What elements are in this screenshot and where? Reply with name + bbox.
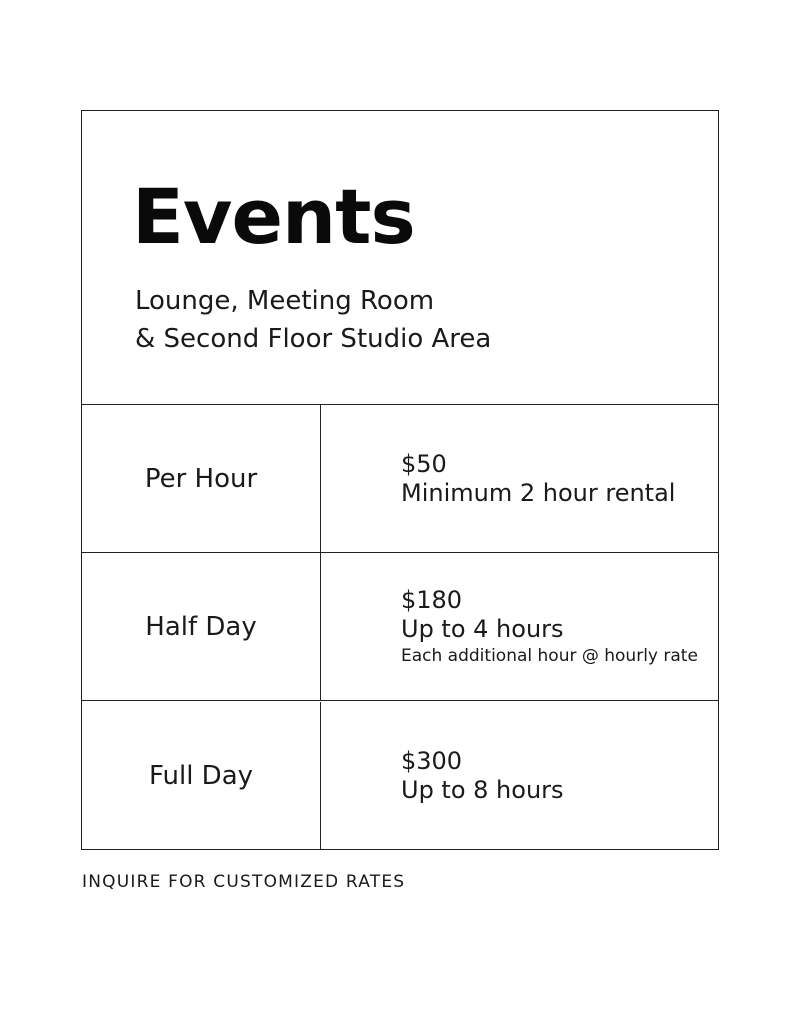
- rate-label: Per Hour: [82, 405, 321, 552]
- card-header: [82, 111, 718, 405]
- rate-price: $180: [401, 586, 463, 614]
- rate-detail: Minimum 2 hour rental: [401, 478, 676, 507]
- rate-note: Each additional hour @ hourly rate: [401, 646, 698, 666]
- pricing-card: [81, 110, 719, 850]
- rate-detail: Up to 4 hours: [401, 615, 564, 643]
- rate-details: [321, 405, 718, 552]
- rate-price: $300: [401, 747, 463, 775]
- rate-row-full-day: [82, 702, 718, 850]
- rate-label: Half Day: [82, 553, 321, 700]
- rate-row-half-day: [82, 553, 718, 701]
- subtitle-line-1: Lounge, Meeting Room: [135, 286, 435, 316]
- subtitle-line-2: & Second Floor Studio Area: [135, 324, 492, 354]
- rate-price: $50: [401, 449, 447, 478]
- page-title: Events: [132, 172, 415, 261]
- rate-detail: Up to 8 hours: [401, 776, 564, 804]
- venue-subtitle: [135, 282, 491, 358]
- rate-details: [321, 702, 718, 850]
- rate-row-per-hour: [82, 405, 718, 553]
- rate-details: [321, 553, 718, 700]
- rate-label: Full Day: [82, 702, 321, 850]
- footer-note: INQUIRE FOR CUSTOMIZED RATES: [82, 872, 406, 892]
